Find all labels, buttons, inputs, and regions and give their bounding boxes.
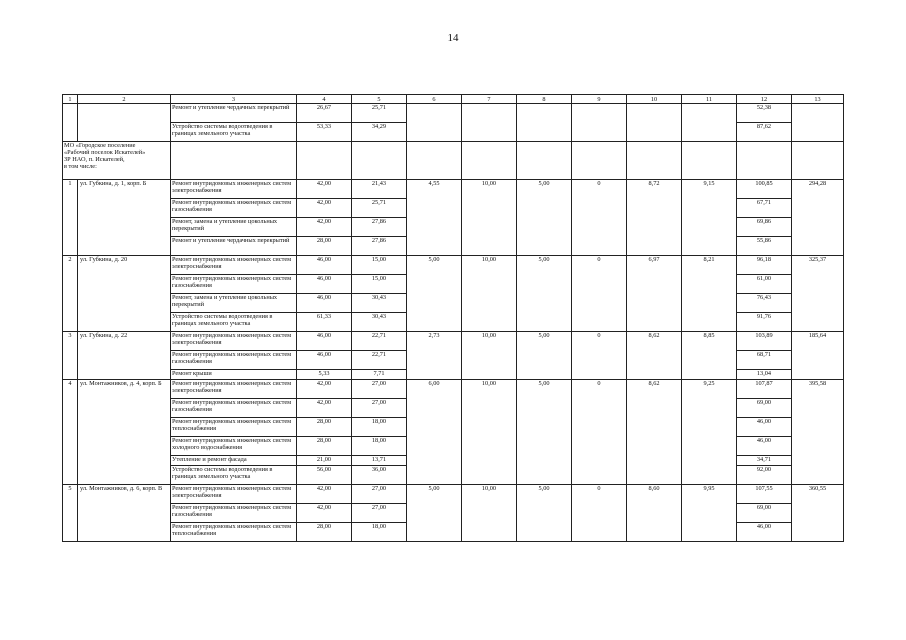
address-cell: ул. Губкина, д. 22: [78, 332, 171, 380]
total-cell: 46,00: [737, 437, 792, 456]
col-header: 8: [517, 95, 572, 104]
total-cell: 107,55: [737, 485, 792, 504]
work-type-cell: Ремонт, замена и утепление цокольных перекрытий: [171, 294, 297, 313]
col-header: 7: [462, 95, 517, 104]
cost-cell: 28,00: [297, 237, 352, 256]
work-type-cell: Утепление и ремонт фасада: [171, 456, 297, 466]
cost-cell: 27,86: [352, 237, 407, 256]
work-type-cell: Ремонт внутридомовых инженерных систем газоснабжения: [171, 351, 297, 370]
cost-cell: 5,33: [297, 370, 352, 380]
col-header: 4: [297, 95, 352, 104]
cell-empty: [517, 142, 572, 180]
cell-empty: [63, 104, 78, 142]
cost-cell: 42,00: [297, 380, 352, 399]
value-cell: 8,62: [627, 380, 682, 485]
work-type-cell: Ремонт и утепление чердачных перекрытий: [171, 237, 297, 256]
cell-empty: [297, 142, 352, 180]
total-cell: 92,00: [737, 466, 792, 485]
value-cell: 5,00: [517, 380, 572, 485]
cell-empty: [737, 142, 792, 180]
cell-empty: [572, 142, 627, 180]
cell-empty: [792, 104, 844, 142]
value-cell: 6,97: [627, 256, 682, 332]
table-row: [63, 332, 844, 351]
total-cell: 100,85: [737, 180, 792, 199]
total-cell: 87,62: [737, 123, 792, 142]
table-row: [63, 256, 844, 275]
value-cell: 9,25: [682, 380, 737, 485]
cell-empty: [627, 142, 682, 180]
cost-cell: 18,00: [352, 437, 407, 456]
work-type-cell: Устройство системы водоотведения в границах земельного участка: [171, 466, 297, 485]
value-cell: 5,00: [517, 332, 572, 380]
cell-empty: [517, 104, 572, 142]
value-cell: 8,62: [627, 332, 682, 380]
group-total-cell: 395,58: [792, 380, 844, 485]
work-type-cell: Ремонт внутридомовых инженерных систем холодного водоснабжения: [171, 437, 297, 456]
value-cell: 8,85: [682, 332, 737, 380]
cell-empty: [792, 142, 844, 180]
cost-cell: 46,00: [297, 275, 352, 294]
address-cell: ул. Монтажников, д. 6, корп. В: [78, 485, 171, 542]
cost-cell: 27,00: [352, 380, 407, 399]
value-cell: 2,73: [407, 332, 462, 380]
value-cell: 9,95: [682, 485, 737, 542]
cost-cell: 27,86: [352, 218, 407, 237]
cost-cell: 42,00: [297, 485, 352, 504]
municipality-row: [63, 142, 844, 180]
cost-cell: 13,71: [352, 456, 407, 466]
page-number: 14: [447, 32, 459, 44]
value-cell: 10,00: [462, 256, 517, 332]
cell-empty: [171, 142, 297, 180]
total-cell: 68,71: [737, 351, 792, 370]
value-cell: 0: [572, 256, 627, 332]
value-cell: 8,72: [627, 180, 682, 256]
total-cell: 34,71: [737, 456, 792, 466]
cost-cell: 27,00: [352, 485, 407, 504]
cost-cell: 28,00: [297, 437, 352, 456]
cost-cell: 30,43: [352, 294, 407, 313]
group-total-cell: 185,64: [792, 332, 844, 380]
work-type-cell: Ремонт внутридомовых инженерных систем электроснабжения: [171, 380, 297, 399]
col-header: 12: [737, 95, 792, 104]
work-type-cell: Ремонт крыши: [171, 370, 297, 380]
cost-cell: 25,71: [352, 104, 407, 123]
total-cell: 103,89: [737, 332, 792, 351]
value-cell: 0: [572, 180, 627, 256]
address-cell: ул. Губкина, д. 20: [78, 256, 171, 332]
work-type-cell: Ремонт и утепление чердачных перекрытий: [171, 104, 297, 123]
total-cell: 69,00: [737, 399, 792, 418]
table-row: [63, 104, 844, 123]
cost-cell: 18,00: [352, 418, 407, 437]
cost-cell: 42,00: [297, 199, 352, 218]
cost-cell: 26,67: [297, 104, 352, 123]
group-total-cell: 294,28: [792, 180, 844, 256]
total-cell: 61,00: [737, 275, 792, 294]
total-cell: 69,00: [737, 504, 792, 523]
cost-cell: 42,00: [297, 218, 352, 237]
header-row: [63, 95, 844, 104]
cost-cell: 53,33: [297, 123, 352, 142]
group-total-cell: 325,37: [792, 256, 844, 332]
row-number-cell: 4: [63, 380, 78, 485]
work-type-cell: Ремонт внутридомовых инженерных систем электроснабжения: [171, 332, 297, 351]
cost-cell: 28,00: [297, 418, 352, 437]
cost-cell: 15,00: [352, 275, 407, 294]
value-cell: 10,00: [462, 332, 517, 380]
value-cell: 8,21: [682, 256, 737, 332]
work-type-cell: Ремонт внутридомовых инженерных систем теплоснабжения: [171, 523, 297, 542]
col-header: 5: [352, 95, 407, 104]
cell-empty: [682, 142, 737, 180]
value-cell: 5,00: [517, 180, 572, 256]
col-header: 3: [171, 95, 297, 104]
total-cell: 46,00: [737, 523, 792, 542]
address-cell: ул. Губкина, д. 1, корп. Б: [78, 180, 171, 256]
value-cell: 0: [572, 332, 627, 380]
table-row: [63, 485, 844, 504]
cost-cell: 25,71: [352, 199, 407, 218]
cost-cell: 42,00: [297, 504, 352, 523]
cost-cell: 46,00: [297, 351, 352, 370]
cost-cell: 15,00: [352, 256, 407, 275]
cost-cell: 46,00: [297, 256, 352, 275]
total-cell: 67,71: [737, 199, 792, 218]
value-cell: 10,00: [462, 485, 517, 542]
total-cell: 76,43: [737, 294, 792, 313]
col-header: 1: [63, 95, 78, 104]
work-type-cell: Ремонт внутридомовых инженерных систем электроснабжения: [171, 485, 297, 504]
col-header: 10: [627, 95, 682, 104]
cost-cell: 42,00: [297, 399, 352, 418]
col-header: 6: [407, 95, 462, 104]
row-number-cell: 3: [63, 332, 78, 380]
work-type-cell: Ремонт внутридомовых инженерных систем газоснабжения: [171, 275, 297, 294]
value-cell: 0: [572, 380, 627, 485]
work-type-cell: Ремонт внутридомовых инженерных систем газоснабжения: [171, 504, 297, 523]
cost-cell: 28,00: [297, 523, 352, 542]
cost-cell: 34,29: [352, 123, 407, 142]
group-total-cell: 360,55: [792, 485, 844, 542]
cost-cell: 42,00: [297, 180, 352, 199]
cost-cell: 46,00: [297, 294, 352, 313]
cost-cell: 21,00: [297, 456, 352, 466]
col-header: 9: [572, 95, 627, 104]
table-row: [63, 180, 844, 199]
cost-cell: 27,00: [352, 399, 407, 418]
table-row: [63, 380, 844, 399]
cell-empty: [407, 142, 462, 180]
value-cell: 6,00: [407, 380, 462, 485]
cell-empty: [78, 104, 171, 142]
value-cell: 5,00: [517, 256, 572, 332]
cell-empty: [627, 104, 682, 142]
capital-repair-table: [62, 94, 844, 542]
total-cell: 46,00: [737, 418, 792, 437]
municipality-label: МО «Городское поселение «Рабочий поселок Искателей» ЗР НАО, п. Искателей, в том числе:: [63, 142, 171, 180]
col-header: 11: [682, 95, 737, 104]
total-cell: 91,76: [737, 313, 792, 332]
cell-empty: [352, 142, 407, 180]
col-header: 13: [792, 95, 844, 104]
total-cell: 55,86: [737, 237, 792, 256]
total-cell: 69,86: [737, 218, 792, 237]
cell-empty: [682, 104, 737, 142]
cost-cell: 18,00: [352, 523, 407, 542]
work-type-cell: Устройство системы водоотведения в границах земельного участка: [171, 123, 297, 142]
work-type-cell: Ремонт внутридомовых инженерных систем газоснабжения: [171, 199, 297, 218]
row-number-cell: 2: [63, 256, 78, 332]
work-type-cell: Ремонт внутридомовых инженерных систем электроснабжения: [171, 256, 297, 275]
cost-cell: 56,00: [297, 466, 352, 485]
cost-cell: 61,33: [297, 313, 352, 332]
cell-empty: [572, 104, 627, 142]
cost-cell: 30,43: [352, 313, 407, 332]
total-cell: 13,04: [737, 370, 792, 380]
value-cell: 4,55: [407, 180, 462, 256]
total-cell: 107,87: [737, 380, 792, 399]
cost-cell: 22,71: [352, 332, 407, 351]
cell-empty: [407, 104, 462, 142]
value-cell: 5,00: [407, 256, 462, 332]
work-type-cell: Устройство системы водоотведения в границах земельного участка: [171, 313, 297, 332]
value-cell: 10,00: [462, 380, 517, 485]
cost-cell: 46,00: [297, 332, 352, 351]
cost-cell: 27,00: [352, 504, 407, 523]
value-cell: 5,00: [517, 485, 572, 542]
cost-cell: 7,71: [352, 370, 407, 380]
value-cell: 10,00: [462, 180, 517, 256]
cost-cell: 36,00: [352, 466, 407, 485]
total-cell: 96,18: [737, 256, 792, 275]
work-type-cell: Ремонт внутридомовых инженерных систем газоснабжения: [171, 399, 297, 418]
work-type-cell: Ремонт внутридомовых инженерных систем электроснабжения: [171, 180, 297, 199]
cost-cell: 22,71: [352, 351, 407, 370]
row-number-cell: 1: [63, 180, 78, 256]
col-header: 2: [78, 95, 171, 104]
value-cell: 9,15: [682, 180, 737, 256]
total-cell: 52,38: [737, 104, 792, 123]
work-type-cell: Ремонт внутридомовых инженерных систем теплоснабжения: [171, 418, 297, 437]
value-cell: 5,00: [407, 485, 462, 542]
value-cell: 8,60: [627, 485, 682, 542]
work-type-cell: Ремонт, замена и утепление цокольных перекрытий: [171, 218, 297, 237]
cell-empty: [462, 142, 517, 180]
address-cell: ул. Монтажников, д. 4, корп. Б: [78, 380, 171, 485]
value-cell: 0: [572, 485, 627, 542]
cell-empty: [462, 104, 517, 142]
row-number-cell: 5: [63, 485, 78, 542]
cost-cell: 21,43: [352, 180, 407, 199]
